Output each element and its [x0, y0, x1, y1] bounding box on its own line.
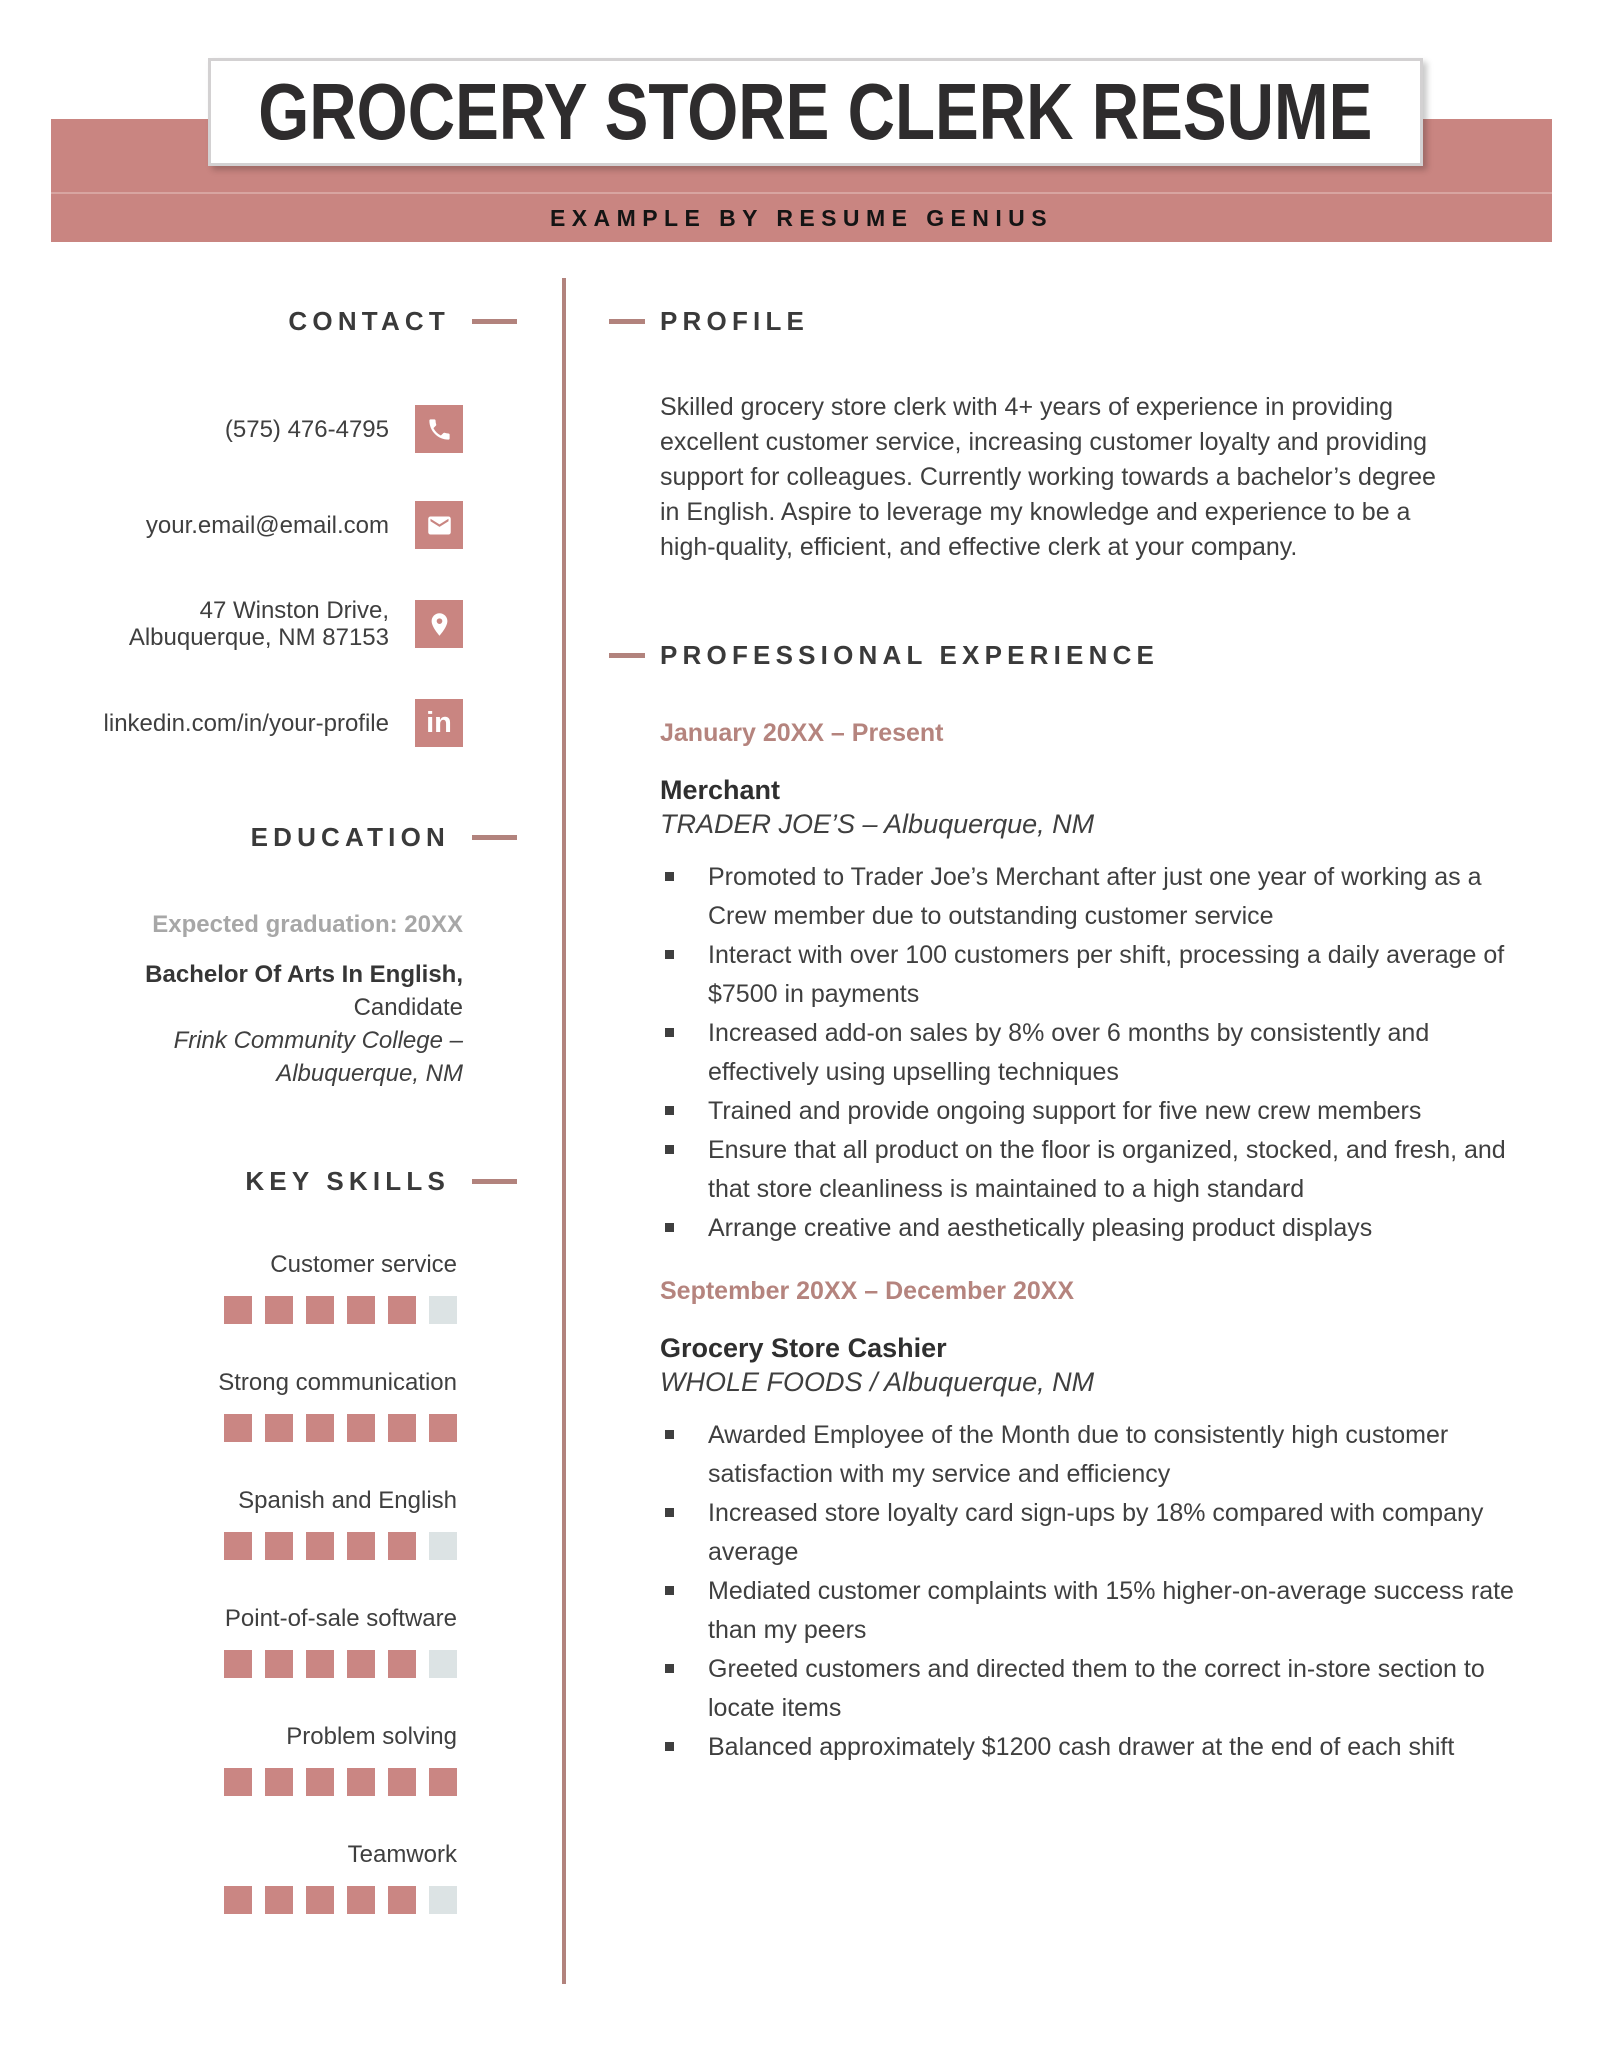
education-location: Albuquerque, NM	[276, 1060, 463, 1087]
skill-square-filled	[429, 1414, 457, 1442]
skill-square-filled	[306, 1768, 334, 1796]
skill-square-filled	[347, 1296, 375, 1324]
job-company: WHOLE FOODS / Albuquerque, NM	[660, 1367, 1095, 1397]
job-bullet: Interact with over 100 customers per shift, processing a daily average of $7500 in payments	[660, 936, 1520, 1014]
contact-text	[146, 512, 389, 539]
skill-square-filled	[224, 1886, 252, 1914]
skill-square-filled	[347, 1768, 375, 1796]
skill-item	[60, 1368, 463, 1442]
profile-text: Skilled grocery store clerk with 4+ years of experience in providing excellent customer service, increasing customer loyalty and providing support for colleagues. Currently working towards a bachelor’s degree in English. Aspire to leverage my knowledge and experience to be a high-quality, efficient, and effective clerk at your company.	[660, 393, 1436, 561]
skill-square-filled	[224, 1650, 252, 1678]
skill-square-filled	[224, 1296, 252, 1324]
education-graduation: Expected graduation: 20XX	[152, 911, 463, 938]
contact-heading: CONTACT	[288, 305, 450, 336]
skill-square-filled	[306, 1650, 334, 1678]
title-box	[208, 58, 1423, 166]
heading-dash	[472, 1179, 517, 1184]
skill-square-filled	[306, 1414, 334, 1442]
skill-item	[60, 1486, 463, 1560]
job-bullet: Increased add-on sales by 8% over 6 months by consistently and effectively using upselling techniques	[660, 1014, 1520, 1092]
contact-text	[104, 710, 389, 737]
contact-text-line: 47 Winston Drive,	[199, 597, 389, 624]
skill-square-filled	[388, 1296, 416, 1324]
skill-square-filled	[265, 1532, 293, 1560]
skill-level-squares	[60, 1296, 457, 1324]
skill-item	[60, 1840, 463, 1914]
experience-section	[609, 640, 1520, 1767]
skill-square-filled	[306, 1886, 334, 1914]
job-bullet: Greeted customers and directed them to the correct in-store section to locate items	[660, 1650, 1520, 1728]
skill-square-filled	[347, 1532, 375, 1560]
heading-dash	[472, 319, 517, 324]
skill-label: Problem solving	[286, 1723, 457, 1750]
job-entry	[660, 1276, 1520, 1767]
heading-dash	[472, 835, 517, 840]
location-icon	[415, 600, 463, 648]
contact-text-line: (575) 476-4795	[224, 415, 389, 443]
contact-text-line: linkedin.com/in/your-profile	[103, 709, 389, 737]
job-bullet: Arrange creative and aesthetically pleasing product displays	[660, 1209, 1520, 1248]
job-bullet: Promoted to Trader Joe’s Merchant after just one year of working as a Crew member due to outstanding customer service	[660, 858, 1520, 936]
skill-square-filled	[347, 1650, 375, 1678]
job-dates: January 20XX – Present	[660, 719, 944, 747]
email-icon	[415, 501, 463, 549]
skill-square-filled	[429, 1768, 457, 1796]
education-school: Frink Community College –	[173, 1027, 463, 1054]
key-skills-section	[60, 1166, 463, 1914]
column-divider-line	[562, 278, 566, 1984]
profile-heading-row	[609, 306, 1520, 336]
contact-text	[225, 416, 389, 443]
job-bullet: Balanced approximately $1200 cash drawer at the end of each shift	[660, 1728, 1520, 1767]
education-degree: Bachelor Of Arts In English,	[145, 961, 463, 988]
skill-square-empty	[429, 1532, 457, 1560]
job-company: TRADER JOE’S – Albuquerque, NM	[660, 809, 1095, 839]
skill-square-filled	[388, 1768, 416, 1796]
skill-square-filled	[388, 1886, 416, 1914]
skill-level-squares	[60, 1532, 457, 1560]
job-bullet: Ensure that all product on the floor is organized, stocked, and fresh, and that store cleanliness is maintained to a high standard	[660, 1131, 1520, 1209]
skill-square-empty	[429, 1886, 457, 1914]
skill-level-squares	[60, 1650, 457, 1678]
skill-label: Teamwork	[347, 1841, 457, 1868]
skill-label: Spanish and English	[238, 1487, 457, 1514]
job-bullet: Increased store loyalty card sign-ups by 18% compared with company average	[660, 1494, 1520, 1572]
education-details	[60, 958, 463, 1090]
education-status: Candidate	[353, 994, 463, 1021]
key-skills-heading: KEY SKILLS	[245, 1165, 450, 1196]
contact-text	[129, 597, 389, 651]
job-bullet-list	[660, 1416, 1520, 1767]
skill-square-filled	[224, 1532, 252, 1560]
skill-square-empty	[429, 1650, 457, 1678]
contact-row	[60, 405, 463, 453]
contact-text-line: Albuquerque, NM 87153	[128, 624, 389, 651]
skill-square-filled	[265, 1768, 293, 1796]
contact-row	[60, 501, 463, 549]
job-bullet-list	[660, 858, 1520, 1248]
job-dates: September 20XX – December 20XX	[660, 1277, 1075, 1305]
education-section	[60, 822, 463, 1090]
contact-row	[60, 699, 463, 747]
skill-square-filled	[306, 1296, 334, 1324]
heading-dash	[609, 653, 645, 658]
job-bullet: Awarded Employee of the Month due to consistently high customer satisfaction with my service and efficiency	[660, 1416, 1520, 1494]
skill-square-filled	[347, 1414, 375, 1442]
skill-square-filled	[224, 1414, 252, 1442]
skill-item	[60, 1250, 463, 1324]
skill-square-filled	[265, 1886, 293, 1914]
skill-label: Strong communication	[218, 1369, 457, 1396]
skill-level-squares	[60, 1414, 457, 1442]
education-heading-row	[60, 822, 517, 852]
job-bullet: Trained and provide ongoing support for five new crew members	[660, 1092, 1520, 1131]
experience-heading-row	[609, 640, 1520, 670]
skill-level-squares	[60, 1768, 457, 1796]
page-title: GROCERY STORE CLERK RESUME	[258, 67, 1373, 156]
skill-label: Customer service	[270, 1251, 457, 1278]
sidebar	[60, 306, 463, 1958]
phone-icon	[415, 405, 463, 453]
jobs-container	[609, 718, 1520, 1767]
skill-square-filled	[388, 1414, 416, 1442]
job-title: Merchant	[660, 775, 781, 805]
skill-item	[60, 1722, 463, 1796]
job-bullet: Mediated customer complaints with 15% higher-on-average success rate than my peers	[660, 1572, 1520, 1650]
contact-list	[60, 405, 463, 747]
skill-level-squares	[60, 1886, 457, 1914]
key-skills-heading-row	[60, 1166, 517, 1196]
contact-row	[60, 597, 463, 651]
skill-square-filled	[265, 1650, 293, 1678]
skill-square-filled	[265, 1296, 293, 1324]
job-title: Grocery Store Cashier	[660, 1333, 947, 1363]
profile-section	[609, 306, 1520, 565]
heading-dash	[609, 319, 645, 324]
skill-square-filled	[388, 1650, 416, 1678]
skill-square-filled	[265, 1414, 293, 1442]
education-heading: EDUCATION	[250, 821, 450, 852]
skill-item	[60, 1604, 463, 1678]
skill-square-filled	[306, 1532, 334, 1560]
header-subtitle: EXAMPLE BY RESUME GENIUS	[549, 204, 1054, 231]
skill-label: Point-of-sale software	[224, 1605, 457, 1632]
skill-square-filled	[388, 1532, 416, 1560]
job-entry	[660, 718, 1520, 1248]
linkedin-icon: in	[415, 699, 463, 747]
skills-list	[60, 1250, 463, 1914]
experience-heading: PROFESSIONAL EXPERIENCE	[660, 639, 1160, 670]
contact-text-line: your.email@email.com	[145, 511, 389, 539]
skill-square-empty	[429, 1296, 457, 1324]
contact-section	[60, 306, 463, 747]
skill-square-filled	[347, 1886, 375, 1914]
header-subtitle-band	[51, 192, 1552, 242]
skill-square-filled	[224, 1768, 252, 1796]
profile-heading: PROFILE	[660, 305, 810, 336]
contact-heading-row	[60, 306, 517, 336]
